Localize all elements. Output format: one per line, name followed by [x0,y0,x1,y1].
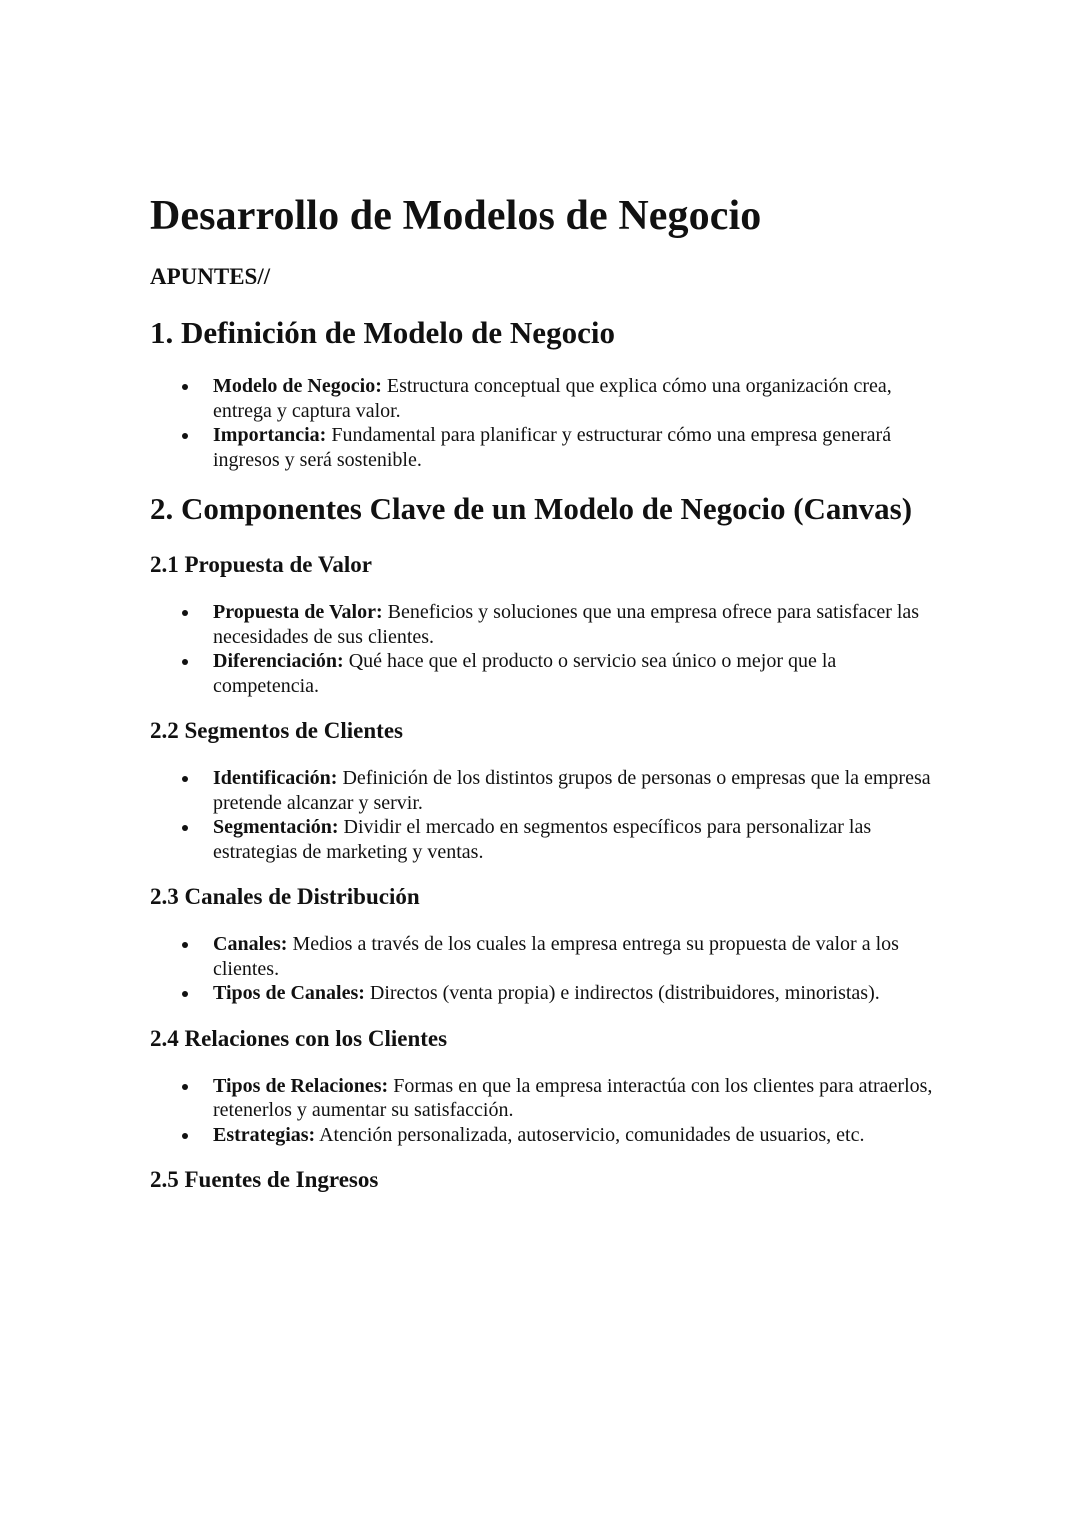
item-text: Beneficios y soluciones que una empresa ofrece para satisfacer las necesidades de sus clientes. [213,601,920,648]
item-term: Tipos de Canales: [213,982,365,1004]
item-term: Segmentación: [213,816,339,838]
list-item [213,1123,940,1148]
list-item [213,600,940,649]
list-item [213,649,940,698]
item-text: Medios a través de los cuales la empresa entrega su propuesta de valor a los clientes. [213,933,899,980]
subsection-heading-distribution-channels: 2.3 Canales de Distribución [150,884,420,909]
item-text: Directos (venta propia) e indirectos (distribuidores, minoristas). [364,982,880,1004]
document-title: Desarrollo de Modelos de Negocio [150,193,762,239]
item-term: Importancia: [213,424,327,446]
item-term: Modelo de Negocio: [213,375,382,397]
item-term: Canales: [213,933,288,955]
customer-segments-list [150,766,940,864]
item-term: Propuesta de Valor: [213,601,383,623]
list-item [213,815,940,864]
subsection-heading-customer-relationships: 2.4 Relaciones con los Clientes [150,1025,448,1051]
list-item [213,374,940,423]
document-page [150,190,940,1215]
section-heading-definition: 1. Definición de Modelo de Negocio [150,315,615,350]
list-item [213,766,940,815]
list-item [213,423,940,472]
item-text: Estructura conceptual que explica cómo una organización crea, entrega y captura valor. [213,375,892,422]
value-proposition-list [150,600,940,698]
list-item [213,981,940,1006]
definition-list [150,374,940,472]
item-term: Estrategias: [213,1123,316,1146]
item-text: Definición de los distintos grupos de personas o empresas que la empresa pretende alcanzar y servir. [213,767,931,814]
list-item [213,932,940,981]
item-text: Fundamental para planificar y estructurar cómo una empresa generará ingresos y será sostenible. [213,424,892,471]
item-text: Formas en que la empresa interactúa con los clientes para atraerlos, retenerlos y aumentar su satisfacción. [213,1074,933,1121]
subsection-heading-customer-segments: 2.2 Segmentos de Clientes [150,718,403,743]
item-text: Atención personalizada, autoservicio, comunidades de usuarios, etc. [315,1123,865,1146]
item-term: Identificación: [213,767,338,789]
distribution-channels-list [150,932,940,1006]
item-text: Dividir el mercado en segmentos específicos para personalizar las estrategias de marketing y ventas. [213,816,872,863]
item-term: Tipos de Relaciones: [213,1074,389,1097]
subsection-heading-revenue-streams: 2.5 Fuentes de Ingresos [150,1167,379,1192]
item-term: Diferenciación: [213,650,344,672]
list-item [213,1074,940,1123]
subsection-heading-value-proposition: 2.1 Propuesta de Valor [150,552,372,577]
document-subtitle: APUNTES// [150,264,271,289]
section-heading-components: 2. Componentes Clave de un Modelo de Negocio (Canvas) [150,491,913,526]
item-text: Qué hace que el producto o servicio sea único o mejor que la competencia. [213,650,837,697]
customer-relationships-list [150,1074,940,1148]
